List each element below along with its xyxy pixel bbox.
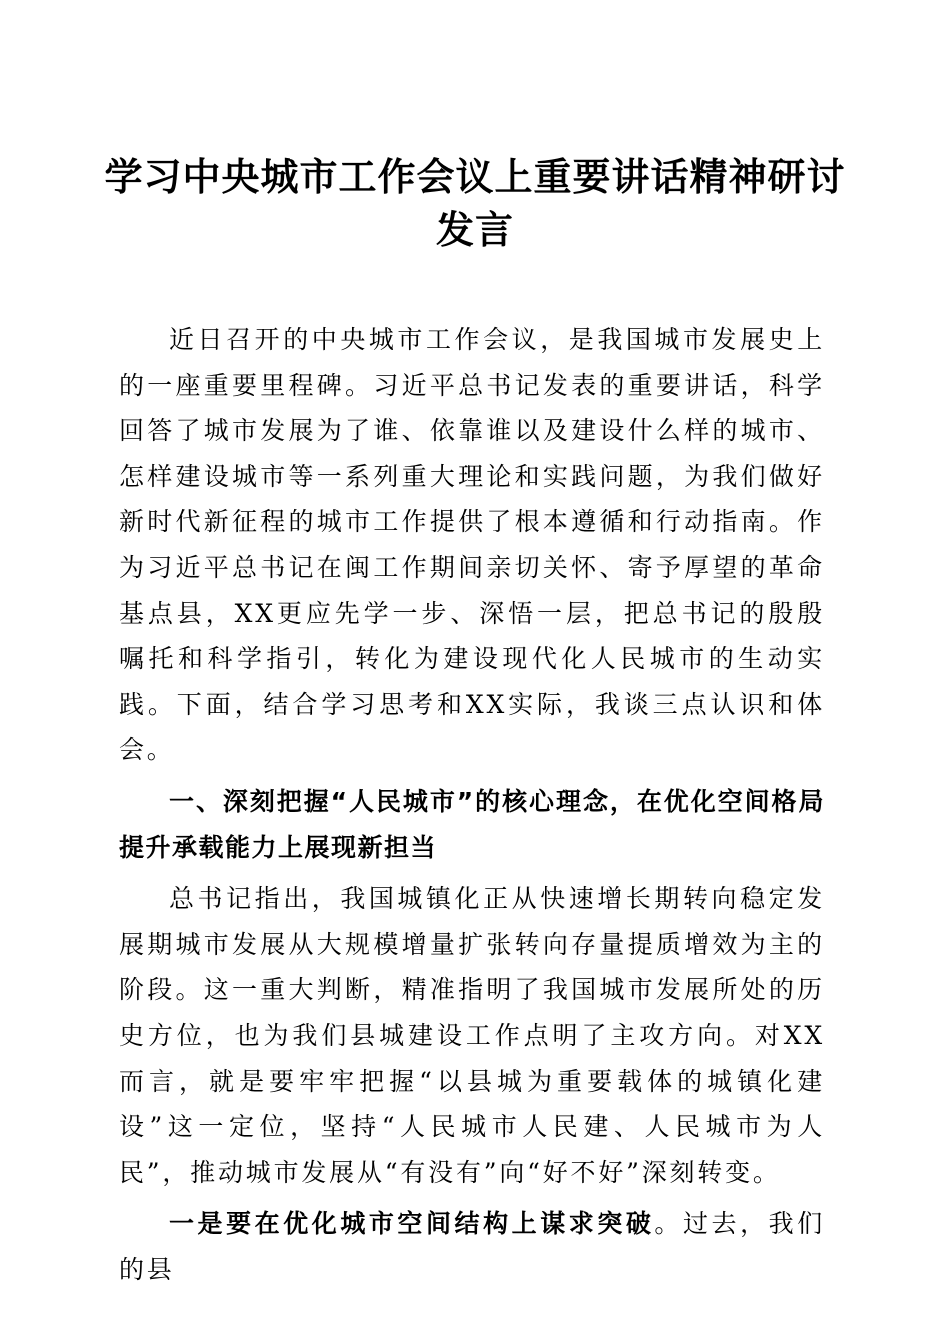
point-1-paragraph — [119, 1201, 825, 1292]
intro-paragraph: 近日召开的中央城市工作会议，是我国城市发展史上的一座重要里程碑。习近平总书记发表的重要讲话，科学回答了城市发展为了谁、依靠谁以及建设什么样的城市、怎样建设城市等一系列重大理论和实践问题，为我们做好新时代新征程的城市工作提供了根本遵循和行动指南。作为习近平总书记在闽工作期间亲切关怀、寄予厚望的革命基点县，XX更应先学一步、深悟一层，把总书记的殷殷嘱托和科学指引，转化为建设现代化人民城市的生动实践。下面，结合学习思考和XX实际，我谈三点认识和体会。 — [119, 325, 825, 765]
document-title: 学习中央城市工作会议上重要讲话精神研讨发言 — [104, 154, 846, 252]
section-heading-1: 一、深刻把握“人民城市”的核心理念，在优化空间格局提升承载能力上展现新担当 — [119, 786, 825, 862]
point-1-text: 。过去，我们的县 — [119, 1209, 825, 1284]
document-body — [119, 317, 825, 1292]
point-1-lead: 一是要在优化城市空间结构上谋求突破 — [169, 1209, 655, 1239]
section-1-paragraph: 总书记指出，我国城镇化正从快速增长期转向稳定发展期城市发展从大规模增量扩张转向存量提质增效为主的阶段。这一重大判断，精准指明了我国城市发展所处的历史方位，也为我们县城建设工作点明了主攻方向。对XX而言，就是要牢牢把握“以县城为重要载体的城镇化建设”这一定位，坚持“人民城市人民建、人民城市为人民”，推动城市发展从“有没有”向“好不好”深刻转变。 — [119, 884, 825, 1187]
